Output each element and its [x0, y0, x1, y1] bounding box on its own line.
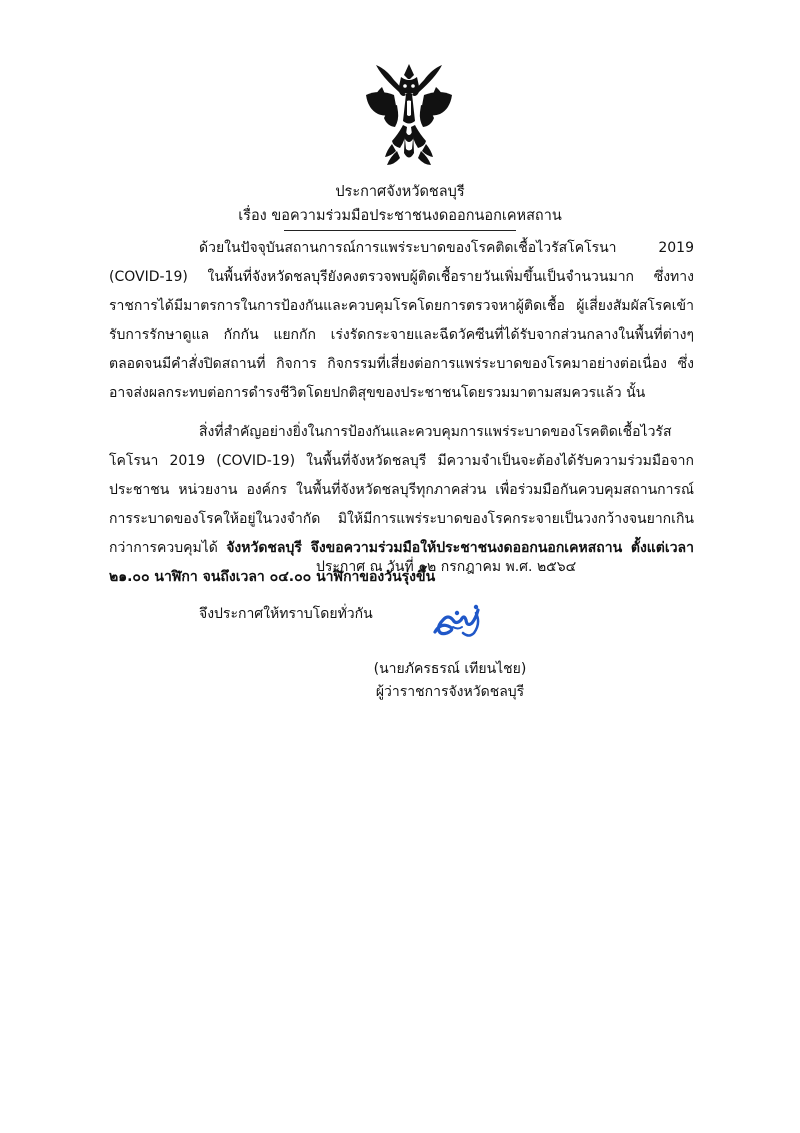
signer-title: ผู้ว่าราชการจังหวัดชลบุรี [375, 684, 525, 700]
subject-line: เรื่อง ขอความร่วมมือประชาชนงดออกนอกเคหสถาน [238, 208, 562, 224]
paragraph-request-highlight: จังหวัดชลบุรี จึงขอความร่วมมือให้ประชาชนงดออกนอกเคหสถาน ตั้งแต่เวลา ๒๑.๐๐ นาฬิกา จนถึงเวลา ๐๔.๐๐ นาฬิกาของวันรุ่งขึ้น [109, 540, 694, 585]
header-title: ประกาศจังหวัดชลบุรี [335, 184, 465, 200]
paragraph-request-text: สิ่งที่สำคัญอย่างยิ่งในการป้องกันและควบคุมการแพร่ระบาดของโรคติดเชื้อไวรัสโคโรนา 2019 (COVID-19) ในพื้นที่จังหวัดชลบุรี มีความจำเป็นจะต้องได้รับความร่วมมือจากประชาชน หน่วยงาน องค์กร ในพื้นที่จังหวัดชลบุรีทุกภาคส่วน เพื่อร่วมมือกันควบคุมสถานการณ์การระบาดของโรคให้อยู่ในวงจำกัด มิให้มีการแพร่ระบาดของโรคกระจายเป็นวงกว้างจนยากเกินกว่าการควบคุมได้ [109, 424, 694, 556]
closing-line: จึงประกาศให้ทราบโดยทั่วกัน [199, 606, 373, 622]
signature-icon [429, 602, 489, 644]
garuda-emblem-icon [356, 57, 462, 172]
announcement-header [0, 180, 800, 231]
issue-date: ประกาศ ณ วันที่ ๑๒ กรกฎาคม พ.ศ. ๒๕๖๔ [316, 559, 577, 575]
subject-underline [284, 230, 516, 231]
signer-block [360, 658, 540, 704]
paragraph-situation: ด้วยในปัจจุบันสถานการณ์การแพร่ระบาดของโรคติดเชื้อไวรัสโคโรนา 2019 (COVID-19) ในพื้นที่จังหวัดชลบุรียังคงตรวจพบผู้ติดเชื้อรายวันเพิ่มขึ้นเป็นจำนวนมาก ซึ่งทางราชการได้มีมาตรการในการป้องกันและควบคุมโรคโดยการตรวจหาผู้ติดเชื้อ ผู้เสี่ยงสัมผัสโรคเข้ารับการรักษาดูแล กักกัน แยกกัก เร่งรัดกระจายและฉีดวัคซีนที่ได้รับจากส่วนกลางในพื้นที่ต่างๆ ตลอดจนมีคำสั่งปิดสถานที่ กิจการ กิจกรรมที่เสี่ยงต่อการแพร่ระบาดของโรคมาอย่างต่อเนื่อง ซึ่งอาจส่งผลกระทบต่อการดำรงชีวิตโดยปกติสุขของประชาชนโดยรวมมาตามสมควรแล้ว นั้น [109, 240, 694, 401]
signer-name: (นายภัครธรณ์ เทียนไชย) [373, 661, 527, 677]
